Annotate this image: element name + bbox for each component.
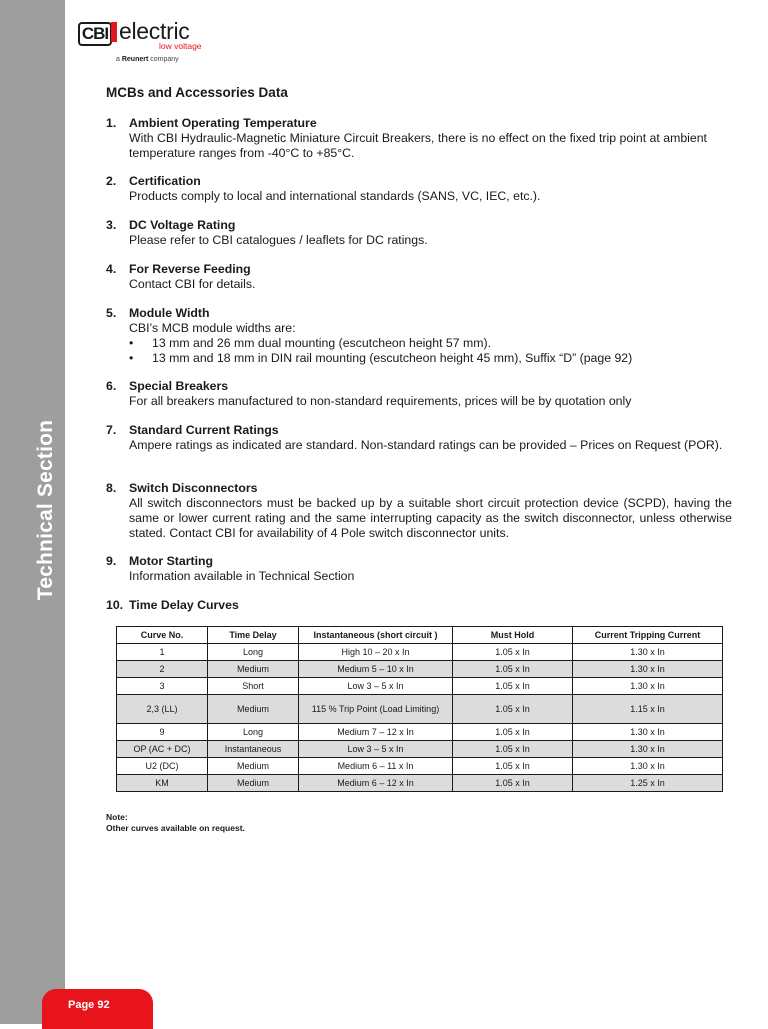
- bullet-item: [129, 336, 732, 351]
- bullet-dot: •: [129, 336, 134, 350]
- table-cell: 1.05 x In: [453, 724, 573, 741]
- table-cell: 3: [117, 678, 208, 695]
- section-switch-disconnectors: [106, 481, 732, 541]
- table-cell: Medium 6 – 11 x In: [299, 758, 453, 775]
- header-curve-no: Curve No.: [117, 627, 208, 644]
- section-heading: Time Delay Curves: [129, 598, 239, 612]
- header-must-hold: Must Hold: [453, 627, 573, 644]
- table-cell: Short: [208, 678, 299, 695]
- section-number: 10.: [106, 598, 124, 612]
- table-cell: 1.30 x In: [573, 644, 723, 661]
- table-cell: Instantaneous: [208, 741, 299, 758]
- section-line: Products comply to local and international standards (SANS, VC, IEC, etc.).: [129, 189, 541, 203]
- table-cell: Medium: [208, 775, 299, 792]
- table-cell: Medium: [208, 758, 299, 775]
- table-cell: High 10 – 20 x In: [299, 644, 453, 661]
- note-text: Other curves available on request.: [106, 823, 245, 833]
- table-cell: 1.05 x In: [453, 741, 573, 758]
- section-time-delay-curves: [106, 598, 732, 613]
- table-row: [117, 661, 723, 678]
- section-line: For all breakers manufactured to non-standard requirements, prices will be by quotation only: [129, 394, 632, 408]
- table-row: [117, 741, 723, 758]
- table-cell: Medium 5 – 10 x In: [299, 661, 453, 678]
- table-cell: 1.05 x In: [453, 678, 573, 695]
- table-cell: Low 3 – 5 x In: [299, 741, 453, 758]
- table-header-row: [117, 627, 723, 644]
- table-cell: 1.05 x In: [453, 695, 573, 724]
- note-label: Note:: [106, 812, 128, 822]
- company-suffix: company: [150, 56, 179, 63]
- section-special-breakers: [106, 379, 732, 409]
- table-cell: 115 % Trip Point (Load Limiting): [299, 695, 453, 724]
- table-cell: Medium 7 – 12 x In: [299, 724, 453, 741]
- bullet-text: 13 mm and 18 mm in DIN rail mounting (escutcheon height 45 mm), Suffix “D” (page 92): [152, 351, 633, 365]
- note-block: [106, 812, 245, 834]
- table-cell: Low 3 – 5 x In: [299, 678, 453, 695]
- company-name: Reunert: [121, 56, 149, 63]
- table-cell: 1.30 x In: [573, 678, 723, 695]
- sidebar-label: Technical Section: [34, 419, 57, 601]
- table-row: [117, 758, 723, 775]
- section-line: CBI’s MCB module widths are:: [129, 321, 296, 335]
- table-cell: 1.30 x In: [573, 758, 723, 775]
- cbi-logo: [78, 18, 228, 68]
- section-dc-voltage: [106, 218, 732, 248]
- header-time-delay: Time Delay: [208, 627, 299, 644]
- section-reverse-feeding: [106, 262, 732, 292]
- header-tripping-current: Current Tripping Current: [573, 627, 723, 644]
- section-paragraph: All switch disconnectors must be backed up by a suitable short circuit protection device (SCPD), having the same or lower current rating and the same interrupting capacity as the switch disconnector, unless otherwise stated. Contact CBI for availability of 4 Pole switch disconnector units.: [129, 496, 732, 540]
- section-number: 3.: [106, 218, 117, 232]
- section-module-width: [106, 306, 732, 366]
- logo-word: electric: [119, 18, 190, 44]
- table-cell: KM: [117, 775, 208, 792]
- section-number: 7.: [106, 423, 117, 437]
- section-number: 2.: [106, 174, 117, 188]
- table-cell: 1.05 x In: [453, 775, 573, 792]
- table-cell: 2,3 (LL): [117, 695, 208, 724]
- table-cell: 1.30 x In: [573, 741, 723, 758]
- section-heading: DC Voltage Rating: [129, 218, 236, 232]
- table-cell: Medium: [208, 695, 299, 724]
- table-cell: 1.05 x In: [453, 758, 573, 775]
- table-row: [117, 724, 723, 741]
- section-number: 5.: [106, 306, 117, 320]
- section-number: 1.: [106, 116, 117, 130]
- header-instantaneous: Instantaneous (short circuit ): [299, 627, 453, 644]
- table-row: [117, 775, 723, 792]
- section-line: Please refer to CBI catalogues / leaflets for DC ratings.: [129, 233, 428, 247]
- section-heading: Switch Disconnectors: [129, 481, 258, 495]
- bullet-dot: •: [129, 351, 134, 365]
- bullet-text: 13 mm and 26 mm dual mounting (escutcheon height 57 mm).: [152, 336, 492, 350]
- table-cell: OP (AC + DC): [117, 741, 208, 758]
- table-row: [117, 678, 723, 695]
- section-heading: Certification: [129, 174, 201, 188]
- section-heading: Special Breakers: [129, 379, 229, 393]
- section-current-ratings: [106, 423, 732, 453]
- section-number: 6.: [106, 379, 117, 393]
- table-cell: 1.30 x In: [573, 661, 723, 678]
- section-certification: [106, 174, 732, 204]
- section-line: temperature ranges from -40°C to +85°C.: [129, 146, 355, 160]
- section-heading: Module Width: [129, 306, 210, 320]
- page-tab: [42, 989, 153, 1029]
- table-row: [117, 644, 723, 661]
- page-title: MCBs and Accessories Data: [106, 85, 288, 100]
- section-heading: Standard Current Ratings: [129, 423, 279, 437]
- section-line: With CBI Hydraulic-Magnetic Miniature Circuit Breakers, there is no effect on the fixed trip point at ambient: [129, 131, 707, 145]
- table-cell: 1: [117, 644, 208, 661]
- section-heading: For Reverse Feeding: [129, 262, 251, 276]
- table-cell: Long: [208, 724, 299, 741]
- bullet-item: [129, 351, 732, 366]
- table-cell: 1.30 x In: [573, 724, 723, 741]
- table-cell: Medium: [208, 661, 299, 678]
- table-cell: 1.15 x In: [573, 695, 723, 724]
- table-cell: 1.05 x In: [453, 661, 573, 678]
- table-cell: 1.25 x In: [573, 775, 723, 792]
- section-heading: Motor Starting: [129, 554, 214, 568]
- time-delay-table: [116, 626, 723, 792]
- company-prefix: a: [116, 56, 120, 63]
- section-line: Contact CBI for details.: [129, 277, 256, 291]
- table-cell: 9: [117, 724, 208, 741]
- section-heading: Ambient Operating Temperature: [129, 116, 317, 130]
- table-cell: 1.05 x In: [453, 644, 573, 661]
- sidebar-band: [0, 0, 65, 1024]
- section-number: 9.: [106, 554, 117, 568]
- section-motor-starting: [106, 554, 732, 584]
- section-paragraph: Ampere ratings as indicated are standard. Non-standard ratings can be provided – Prices on Request (POR).: [129, 438, 723, 452]
- table-cell: Long: [208, 644, 299, 661]
- logo-company: [116, 56, 179, 63]
- section-ambient-temperature: [106, 116, 732, 161]
- table-cell: 2: [117, 661, 208, 678]
- table-cell: Medium 6 – 12 x In: [299, 775, 453, 792]
- logo-red-bar: [111, 22, 117, 42]
- section-number: 8.: [106, 481, 117, 495]
- logo-tagline: low voltage: [159, 41, 202, 51]
- table-cell: U2 (DC): [117, 758, 208, 775]
- table-row: [117, 695, 723, 724]
- logo-mark: CBI: [78, 22, 112, 46]
- section-line: Information available in Technical Section: [129, 569, 355, 583]
- section-number: 4.: [106, 262, 117, 276]
- page-number: Page 92: [68, 999, 110, 1011]
